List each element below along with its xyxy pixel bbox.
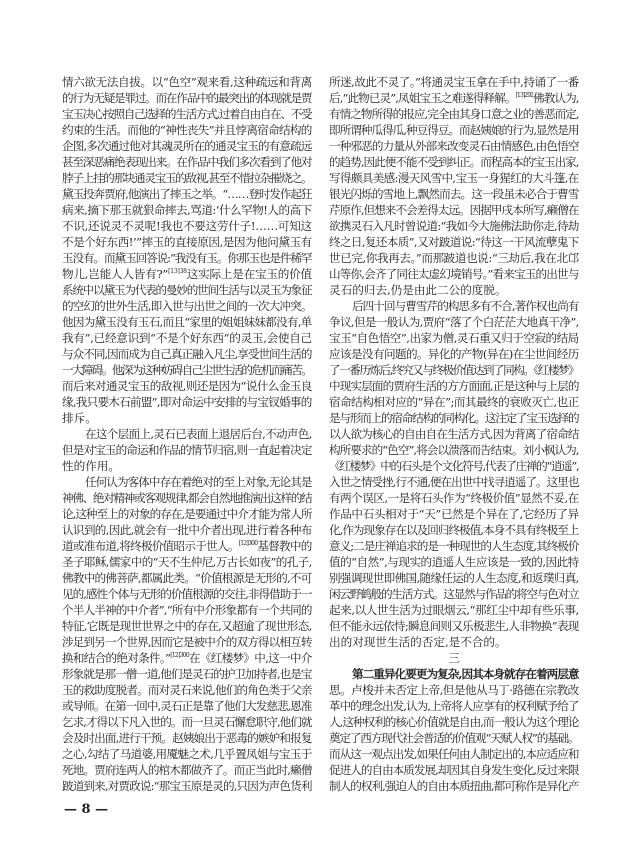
text-line [329, 346, 579, 362]
text-run: 欲携灵石入凡时曾说道:“我如今大施佛法助你走,待劫 [329, 219, 579, 233]
text-run: 人,这种权利的核心价值就是自由,而一般认为这个理论 [329, 715, 579, 729]
text-line [329, 362, 579, 378]
text-line [62, 138, 312, 154]
text-line [62, 426, 312, 442]
text-run: 即所谓种瓜得瓜,种豆得豆。而赵姨娘的行为,显然是用 [329, 123, 579, 137]
paragraph [329, 74, 579, 298]
text-line [62, 522, 312, 538]
text-line [329, 74, 579, 90]
right-column [329, 74, 579, 794]
text-line [329, 778, 579, 794]
text-line [62, 234, 312, 250]
text-run: 而从这一观点出发,如果任何由人制定出的,本应适应和 [329, 747, 579, 761]
text-run: 有情之物所得的报应,完全由其身口意之业的善恶而定, [329, 107, 579, 121]
text-line [329, 570, 579, 586]
paragraph [62, 426, 312, 474]
text-run: 一种邪恶的力量从外部来改变灵石由情感色,由色悟空 [329, 139, 579, 153]
text-line [62, 378, 312, 394]
text-run: 约束的生活。而他的“神性丧失”并且悖离宿命结构的 [62, 123, 312, 137]
text-line [62, 362, 312, 378]
text-line [329, 394, 579, 410]
text-run: 脖子上挂的那块通灵宝玉的敌视,甚至不惜拉杂摧烧之。 [62, 171, 312, 185]
text-line [329, 474, 579, 490]
text-line [329, 650, 579, 666]
text-line [62, 202, 312, 218]
text-run: 奠定了西方现代社会普适的价值观“天赋人权”的基础。 [329, 731, 579, 745]
text-run: 玉没有。而黛玉回答说:“我没有玉。你那玉也是件稀罕 [62, 251, 312, 265]
text-run: 化,作为现象存在以及回归终极值,本身不具有终极至上 [329, 523, 579, 537]
text-line [62, 330, 312, 346]
text-run: 一大障碍。他深为这种妨碍自己尘世生活的危机而痛苦。 [62, 363, 312, 377]
text-line [329, 234, 579, 250]
text-run: 黛玉投奔贾府,他演出了摔玉之举。“……登时发作起狂 [62, 187, 312, 201]
text-run: 道或准布道,将终极价值昭示于世人。 [62, 539, 239, 553]
text-line [62, 346, 312, 362]
text-line [329, 634, 579, 650]
text-run: 闲云野鹤般的生活方式。这显然与作品的将空与色对立 [329, 587, 579, 601]
text-line [62, 218, 312, 234]
text-line [62, 746, 312, 762]
text-run: 制人的权利,强迫人的自由本质扭曲,都可称作是异化产 [329, 779, 579, 793]
text-run: 特征,它既是现世世界之中的存在,又超逾了现世形态, [62, 619, 312, 633]
text-run: 见的,感性个体与无形的价值根源的交往,非得借助于一 [62, 587, 312, 601]
text-line [329, 218, 579, 234]
text-run: 乞求,才得以下凡入世的。而一旦灵石懈怠职守,他们就 [62, 715, 312, 729]
text-run: 会及时出面,进行干预。赵姨娘出于恶毒的嫉妒和报复 [62, 731, 312, 745]
text-line [329, 154, 579, 170]
citation-ref: [12]300 [170, 652, 189, 659]
text-run: 终之日,复还本质”,又对跛道说:“待这一干风流孽鬼下 [329, 235, 579, 249]
text-run: 宝玉决心按照自己选择的生活方式,过着自由自在、不受 [62, 107, 312, 121]
text-run: 思。卢梭并未否定上帝,但是他从马丁·路德在宗教改 [329, 683, 579, 697]
text-line [62, 170, 312, 186]
text-line [62, 154, 312, 170]
text-run: 形象就是那一僧一道,他们是灵石的护卫加持者,也是宝 [62, 667, 312, 681]
text-line [62, 650, 312, 666]
text-line [62, 442, 312, 458]
text-run: 宿命结构相对应的“异在”;而其最终的衰败灭亡,也正 [329, 395, 579, 409]
text-line [329, 282, 579, 298]
text-run: 我有”,已经意识到“不是个好东西”的灵玉,会使自己 [62, 331, 312, 345]
text-run: 他因为黛玉没有玉石,而且“家里的姐姐妹妹都没有,单 [62, 315, 312, 329]
text-run: 圣子耶稣,儒家中的“天不生仲尼,万古长如夜”的孔子, [62, 555, 312, 569]
text-line [329, 538, 579, 554]
text-run: 换和结合的绝对条件。” [62, 651, 171, 665]
text-line [329, 298, 579, 314]
text-run: 革中的理念出发,认为,上帝将人应享有的权利赋予给了 [329, 699, 579, 713]
text-line [329, 730, 579, 746]
text-line [329, 250, 579, 266]
citation-ref: [13]38 [168, 268, 187, 275]
text-run: 以人欲为核心的自由自在生活方式,因为背离了宿命结 [329, 427, 579, 441]
text-run: 后,“此物已灵”,凤姐宝玉之难遂得释解。 [329, 91, 516, 105]
text-run: 系统中以黛玉为代表的曼妙的世间生活与以灵玉为象征 [62, 283, 312, 297]
text-run: 应该是没有问题的。异化的产物(异在)在尘世间经历 [329, 347, 579, 361]
text-line [329, 618, 579, 634]
text-run: 玉的救助度脱者。而对灵石来说,他们的角色类于父亲 [62, 683, 312, 697]
text-run: 不是个好东西!’”摔玉的直接原因,是因为他问黛玉有 [62, 235, 312, 249]
text-run: 争议,但是一般认为,贾府“落了个白茫茫大地真干净”, [329, 315, 579, 329]
text-line [62, 666, 312, 682]
text-run: 死地。贾府连两人的棺木都做齐了。而正当此时,癞僧 [62, 763, 312, 777]
text-line [329, 458, 579, 474]
text-line [329, 90, 579, 106]
text-line [329, 378, 579, 394]
text-line [329, 666, 579, 682]
text-run: 任何认为客体中存在着绝对的至上对象,无论其是 [85, 475, 312, 489]
text-line [62, 554, 312, 570]
text-line [62, 410, 312, 426]
text-line [329, 330, 579, 346]
text-line [329, 106, 579, 122]
text-run: 病来,摘下那玉就狠命摔去,骂道:‘什么罕物!人的高下 [62, 203, 312, 217]
text-line [62, 778, 312, 794]
text-run: 性的作用。 [62, 459, 120, 473]
text-line [62, 74, 312, 90]
text-run: 之心,勾结了马道婆,用魇魅之术,几乎置凤姐与宝玉于 [62, 747, 312, 761]
text-line [329, 714, 579, 730]
text-line [62, 602, 312, 618]
text-run: 佛教认为, [533, 91, 579, 105]
text-line [62, 506, 312, 522]
text-line [62, 266, 312, 282]
text-run: 是与形而上的宿命结构的同构化。这注定了宝玉选择的 [329, 411, 579, 425]
text-line [329, 506, 579, 522]
text-run: 有两个误区,一是将石头作为“终极价值”显然不妥,在 [329, 491, 579, 505]
text-line [62, 730, 312, 746]
text-line [62, 474, 312, 490]
text-run: 三 [448, 651, 460, 665]
text-line [329, 426, 579, 442]
text-run: 《红楼梦》中的石头是个文化符号,代表了庄禅的“逍遥”, [329, 459, 579, 473]
text-run: 值的“自然”,与现实的逍遥人生应该是一致的,因此特 [329, 555, 579, 569]
text-run: 论,这种至上的对象的存在,是要通过中介才能为常人所 [62, 507, 312, 521]
text-run: 作品中石头相对于“天”已然是个异在了,它经历了异 [329, 507, 579, 521]
text-line [329, 698, 579, 714]
paragraph [329, 666, 579, 794]
text-run: 与众不同,因而成为自己真正融入凡尘,享受世间生活的 [62, 347, 312, 361]
text-line [329, 522, 579, 538]
text-line [62, 538, 312, 554]
text-line [62, 682, 312, 698]
text-run: 构所要求的“色空”,将会以溃落而告结束。刘小枫认为, [329, 443, 579, 457]
text-run: 的行为无疑是罪过。而在作品中的最突出的体现就是贾 [62, 91, 312, 105]
text-run: 第二重异化要更为复杂,因其本身就存在着两层意 [352, 667, 579, 681]
text-line [329, 138, 579, 154]
text-run: 山等你,会齐了同往太虚幻境销号。”看来宝玉的出世与 [329, 267, 579, 281]
text-line [329, 746, 579, 762]
text-line [62, 250, 312, 266]
text-line [62, 586, 312, 602]
text-run: 入世之情受挫,行不通,便在出世中找寻逍遥了。这里也 [329, 475, 579, 489]
text-run: 物儿,岂能人人皆有?” [62, 267, 169, 281]
text-line [62, 762, 312, 778]
text-run: 排斥。 [62, 411, 97, 425]
text-run: 所迷,故此不灵了。”将通灵宝玉拿在手中,持诵了一番 [329, 75, 579, 89]
text-run: 的趋势,因此便不能不受到纠正。而程高本的宝玉出家, [329, 155, 579, 169]
text-line [329, 490, 579, 506]
text-run: 灵石的归去,仍是由此二公的度脱。 [329, 283, 507, 297]
paragraph [62, 474, 312, 794]
text-run: 认识到的,因此,就会有一批中介者出现,进行着各种布 [62, 523, 312, 537]
text-line [62, 714, 312, 730]
text-run: 的空幻的世外生活,即入世与出世之间的一次大冲突。 [62, 299, 312, 313]
text-line [329, 266, 579, 282]
text-run: 不识,还说灵不灵呢!我也不要这劳什子!……可知这 [62, 219, 312, 233]
text-run: 芹原作,但想来不会差得太远。因据甲戌本所写,癞僧在 [329, 203, 579, 217]
text-line [329, 410, 579, 426]
text-run: 在《红楼梦》中,这一中介 [188, 651, 312, 665]
text-run: 出的对现世生活的否定,是不合的。 [329, 635, 507, 649]
text-line [329, 762, 579, 778]
text-run: 甚至深恶痛绝表现出来。在作品中我们多次看到了他对 [62, 155, 312, 169]
text-run: 写得颇具美感:漫天风雪中,宝玉一身猩红的大斗篷,在 [329, 171, 579, 185]
text-line [329, 554, 579, 570]
text-run: 但是对宝玉的命运和作品的情节归宿,则一直起着决定 [62, 443, 312, 457]
text-run: 在这个层面上,灵石已表面上退居后台,不动声色, [85, 427, 312, 441]
text-line [62, 618, 312, 634]
text-run: 神佛、绝对精神或客观规律,都会自然地推演出这样的结 [62, 491, 312, 505]
citation-ref: [12]300 [238, 540, 258, 547]
text-run: 跛道到来,对贾政说:“那宝玉原是灵的,只因为声色货利 [62, 779, 312, 793]
text-line [62, 570, 312, 586]
text-line [62, 186, 312, 202]
text-run: 银光闪烁的雪地上,飘然而去。这一段虽未必合于曹雪 [329, 187, 579, 201]
text-line [62, 458, 312, 474]
text-line [62, 298, 312, 314]
text-line [62, 314, 312, 330]
text-run: 情六欲无法自拔。以“色空”观来看,这种疏远和背离 [62, 75, 312, 89]
paragraph [62, 74, 312, 426]
text-run: 意义;二是庄禅追求的是一种现世的人生态度,其终极价 [329, 539, 579, 553]
text-line [62, 394, 312, 410]
left-column [62, 74, 312, 794]
text-run: 企图,多次通过他对其魂灵所在的通灵宝玉的有意疏远 [62, 139, 312, 153]
text-line [329, 682, 579, 698]
text-line [62, 698, 312, 714]
text-line [329, 202, 579, 218]
text-run: 中现实层面的贾府生活的方方面面,正是这种与上层的 [329, 379, 579, 393]
text-run: 或导师。在第一回中,灵石正是靠了他们大发慈悲,恩准 [62, 699, 312, 713]
text-run: 世已完,你我再去。”而那跛道也说:“三劫后,我在北邙 [329, 251, 579, 265]
section-heading [329, 650, 579, 666]
text-line [62, 90, 312, 106]
text-line [329, 170, 579, 186]
text-run: 佛教中的佛菩萨,都属此类。“价值根源是无形的,不可 [62, 571, 312, 585]
text-line [329, 314, 579, 330]
text-line [329, 586, 579, 602]
text-line [329, 442, 579, 458]
text-line [62, 634, 312, 650]
text-run: 缘,我只要木石前盟”,即对命运中安排的与宝钗婚事的 [62, 395, 312, 409]
text-line [62, 122, 312, 138]
text-run: 起来,以人世生活为过眼烟云,“那红尘中却有些乐事, [329, 603, 579, 617]
text-run: 促进人的自由本质发展,却因其自身发生变化,反过来限 [329, 763, 579, 777]
text-run: 宝玉“自色悟空”,出家为僧,灵石重又归于空寂的结局 [329, 331, 579, 345]
text-line [329, 186, 579, 202]
text-run: 后四十回与曹雪芹的构思多有不合,著作权也尚有 [352, 299, 579, 313]
text-run: 基督教中的 [257, 539, 312, 553]
paragraph [329, 298, 579, 650]
page-number: — 8 — [64, 802, 109, 817]
text-line [62, 490, 312, 506]
text-run: 涉足到另一个世界,因而它是被中介的双方得以相互转 [62, 635, 312, 649]
text-run: 别强调现世即佛国,随缘任运的人生态度,和返璞归真, [329, 571, 579, 585]
text-line [329, 122, 579, 138]
text-run: 个半人半神的中介者”,“所有中介形象都有一个共同的 [62, 603, 312, 617]
text-line [62, 282, 312, 298]
text-run: 了一番历炼后,终究又与终极价值达到了同构。《红楼梦》 [329, 363, 579, 377]
citation-ref: [13]292 [515, 92, 534, 99]
text-run: 这实际上是在宝玉的价值 [186, 267, 312, 281]
text-run: 而后来对通灵宝玉的敌视,则还是因为“说什么金玉良 [62, 379, 312, 393]
text-run: 但不能永远依恃;瞬息间则又乐极悲生,人非物换”表现 [329, 619, 579, 633]
text-line [62, 106, 312, 122]
text-line [329, 602, 579, 618]
